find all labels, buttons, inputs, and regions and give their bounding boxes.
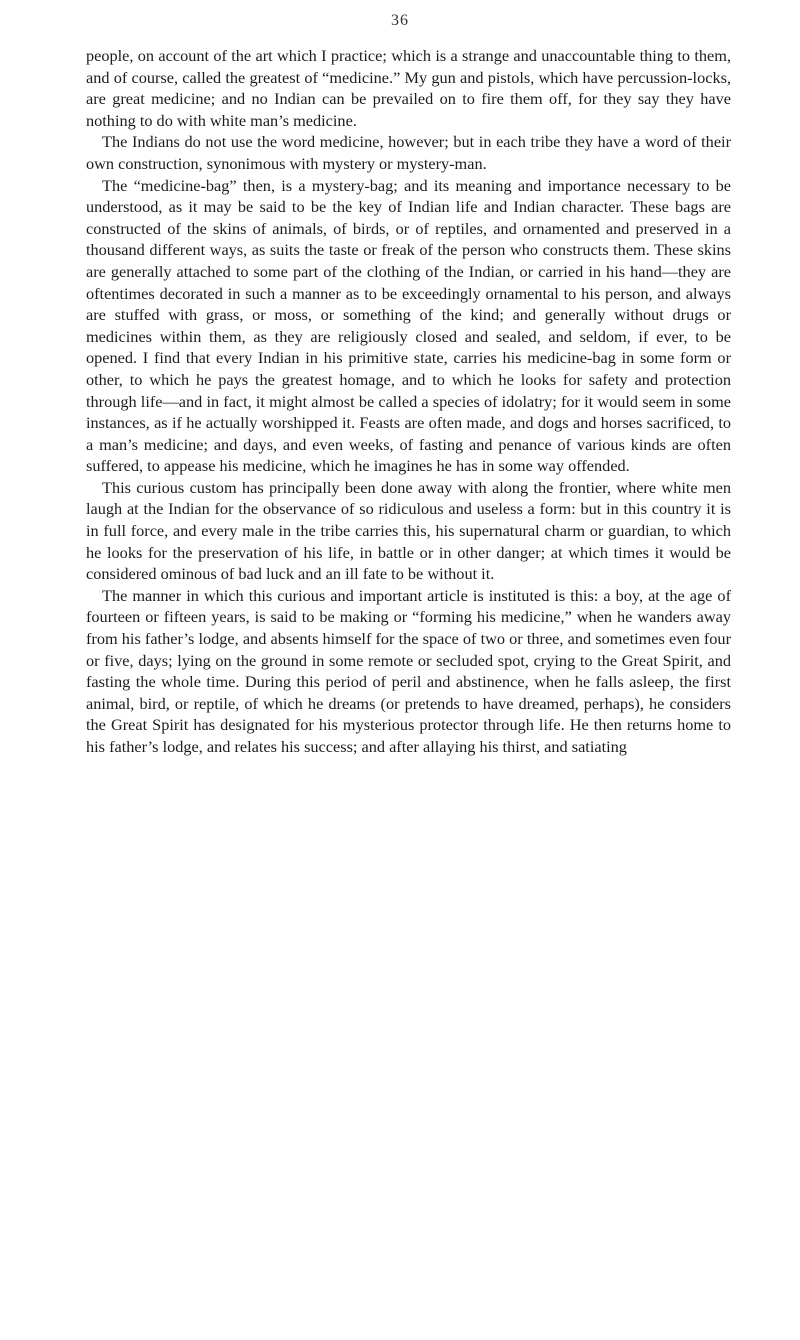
paragraph-5: The manner in which this curious and important article is instituted is this: a boy, at the age of fourteen or fifteen years, is said to be making or “forming his medicine,” when he wanders away from his father’s lodge, and absents himself for the space of two or three, and sometimes even four or five, days; lying on the ground in some remote or secluded spot, crying to the Great Spirit, and fasting the whole time. During this period of peril and abstinence, when he falls asleep, the first animal, bird, or reptile, of which he dreams (or pretends to have dreamed, perhaps), he considers the Great Spirit has designated for his mysterious protector through life. He then returns home to his father’s lodge, and relates his success; and after allaying his thirst, and satiating: [86, 585, 731, 756]
paragraph-2: The Indians do not use the word medicine, however; but in each tribe they have a word of their own construction, synonimous with mystery or mystery-man.: [86, 132, 731, 173]
paragraph-1: people, on account of the art which I practice; which is a strange and unaccountable thing to them, and of course, called the greatest of “medicine.” My gun and pistols, which have percussion-locks, are great medicine; and no Indian can be prevailed on to fire them off, for they say they have nothing to do with white man’s medicine.: [86, 46, 731, 130]
page-number: 36: [391, 12, 409, 29]
paragraph-3: The “medicine-bag” then, is a mystery-bag; and its meaning and importance necessary to be understood, as it may be said to be the key of Indian life and Indian character. These bags are constructed of the skins of animals, of birds, or of reptiles, and ornamented and preserved in a thousand different ways, as suits the taste or freak of the person who constructs them. These skins are generally attached to some part of the clothing of the Indian, or carried in his hand—they are oftentimes decorated in such a manner as to be exceedingly ornamental to his person, and always are stuffed with grass, or moss, or something of the kind; and generally without drugs or medicines within them, as they are religiously closed and sealed, and seldom, if ever, to be opened. I find that every Indian in his primitive state, carries his medicine-bag in some form or other, to which he pays the greatest homage, and to which he looks for safety and protection through life—and in fact, it might almost be called a species of idolatry; for it would seem in some instances, as if he actually worshipped it. Feasts are often made, and dogs and horses sacrificed, to a man’s medicine; and days, and even weeks, of fasting and penance of various kinds are often suffered, to appease his medicine, which he imagines he has in some way offended.: [86, 175, 731, 476]
paragraph-4: This curious custom has principally been done away with along the frontier, where white men laugh at the Indian for the observance of so ridiculous and useless a form: but in this country it is in full force, and every male in the tribe carries this, his supernatural charm or guardian, to which he looks for the preservation of his life, in battle or in other danger; at which times it would be considered ominous of bad luck and an ill fate to be without it.: [86, 477, 731, 584]
body-text: [86, 45, 731, 758]
